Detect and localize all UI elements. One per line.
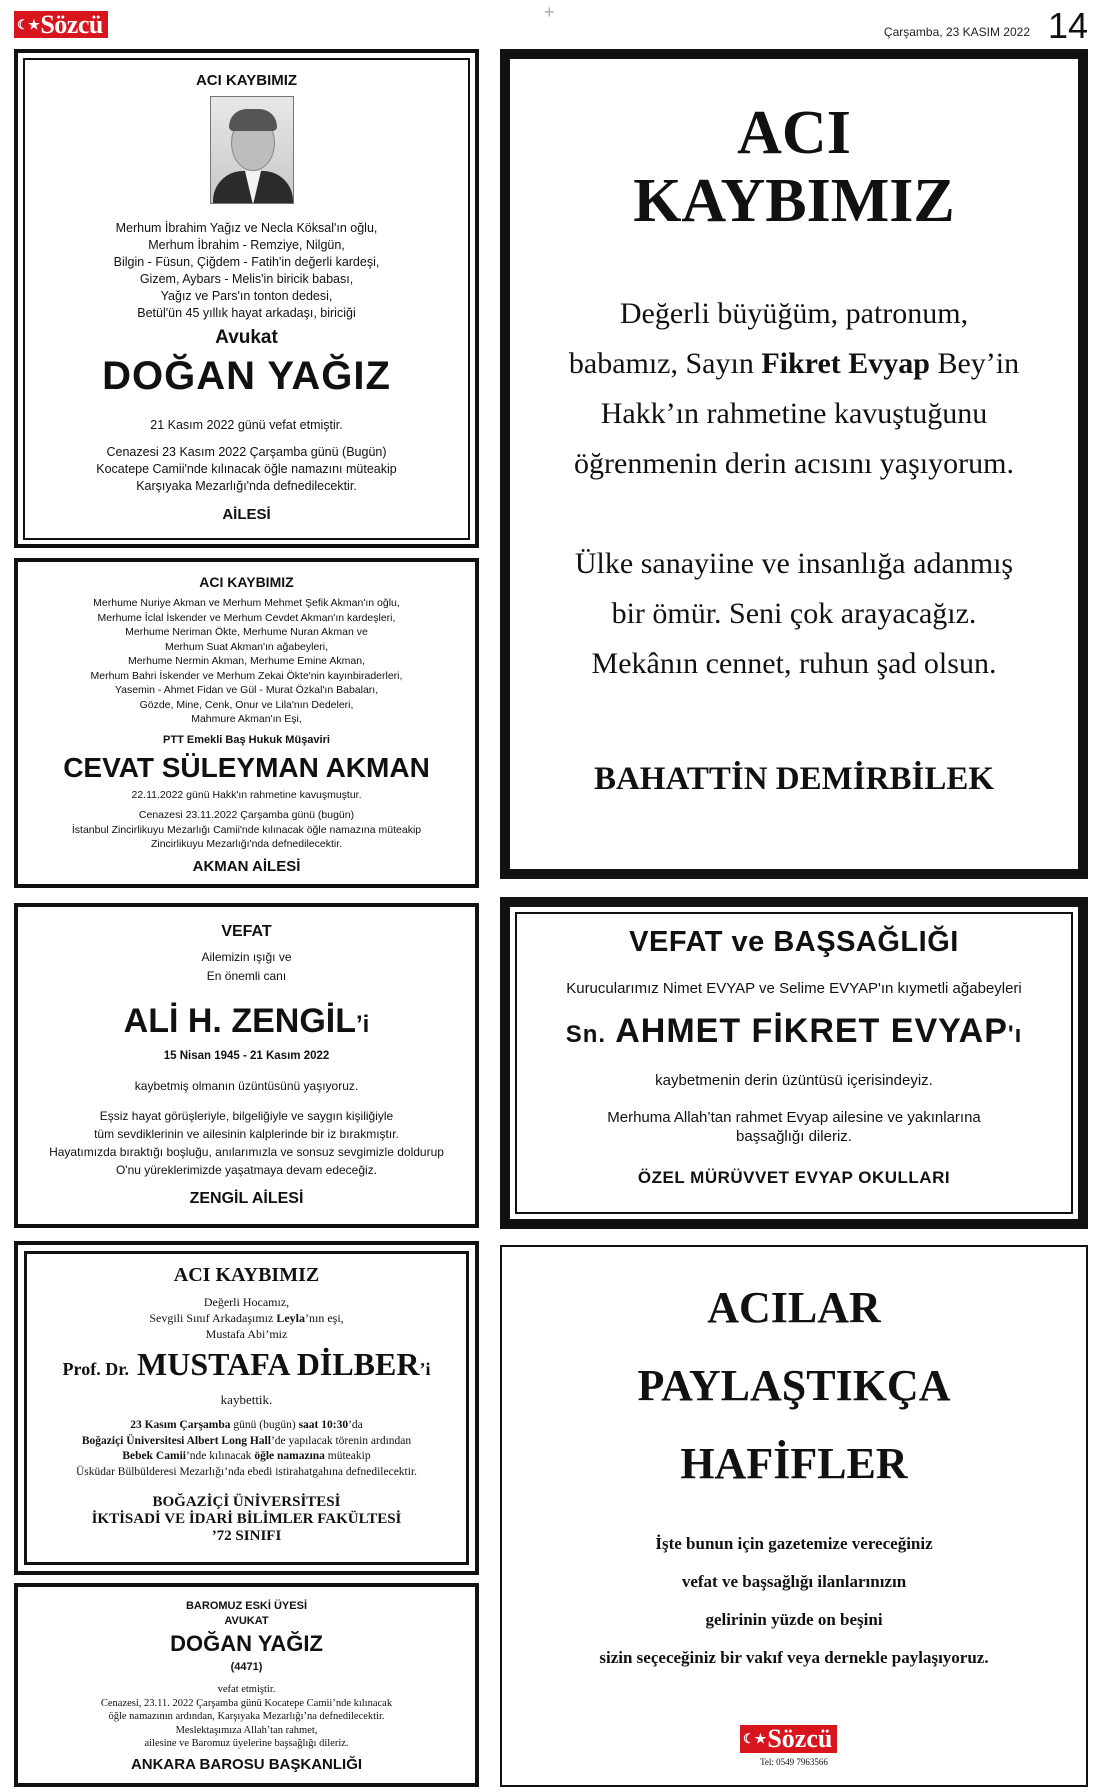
body-line: Merhum İbrahim - Remziye, Nilgün,: [148, 238, 345, 252]
notice-signature: AKMAN AİLESİ: [192, 858, 301, 875]
contact-phone: Tel: 0549 7963566: [760, 1757, 828, 1767]
funeral-part: öğle namazına: [254, 1450, 325, 1462]
body-line: kaybetmenin derin üzüntüsü içerisindeyiz.: [655, 1072, 933, 1089]
obituary-fikret-evyap-demirbilek: [500, 49, 1088, 879]
body-line: Merhum Bahri İskender ve Merhum Zekai Ökte'nin kayınbiraderleri,: [90, 669, 403, 682]
notice-signature: AİLESİ: [222, 506, 271, 523]
notice-signature: ÖZEL MÜRÜVVET EVYAP OKULLARI: [637, 1168, 951, 1187]
funeral-line: [27, 1449, 466, 1465]
heading-line: ACI: [737, 99, 851, 167]
body-line: Merhum Suat Akman'ın ağabeyleri,: [164, 640, 329, 653]
funeral-part: müteakip: [324, 1450, 371, 1462]
body-line: vefat ve başsağlığı ilanlarınızın: [681, 1572, 907, 1591]
deceased-name: DOĞAN YAĞIZ: [170, 1631, 323, 1656]
signature-line: ’72 SINIFI: [211, 1528, 282, 1544]
message-line: [510, 339, 1078, 389]
body-line: Merhume Nermin Akman, Merhume Emine Akman,: [128, 655, 365, 667]
notice-signature: ZENGİL AİLESİ: [189, 1190, 304, 1207]
notice-title: Avukat: [215, 327, 278, 348]
deceased-name: [517, 1012, 1071, 1051]
logo-text: Sözcü: [40, 10, 103, 39]
funeral-part: 23 Kasım Çarşamba: [130, 1419, 231, 1431]
intro-text: [18, 948, 475, 986]
crescent-icon: ☾★: [17, 17, 40, 32]
message-paragraph-1: [510, 289, 1078, 489]
notice-heading: ACI KAYBIMIZ: [173, 1264, 320, 1286]
body-line: vefat etmiştir.: [217, 1684, 276, 1695]
inner-frame: [515, 912, 1073, 1214]
intro-part: ’nın eşi,: [305, 1311, 344, 1325]
heading-line: BAROMUZ ESKİ ÜYESİ: [185, 1600, 307, 1612]
condolence-ahmet-fikret-evyap: [500, 897, 1088, 1229]
body-line: öğle namazının ardından, Karşıyaka Mezarlığı’na defnedilecektir.: [108, 1711, 385, 1722]
sozcu-logo[interactable]: [14, 11, 108, 38]
logo-text: Sözcü: [767, 1724, 833, 1753]
deceased-name: DOĞAN YAĞIZ: [102, 354, 391, 398]
intro-line: Kurucularımız Nimet EVYAP ve Selime EVYAP'ın kıymetli ağabeyleri: [566, 980, 1022, 997]
notice-signature: BAHATTİN DEMİRBİLEK: [593, 761, 995, 797]
funeral-line: Kocatepe Camii'nde kılınacak öğle namazını müteakip: [96, 462, 397, 476]
intro-line: [27, 1310, 466, 1326]
bar-number: (4471): [230, 1661, 263, 1673]
body-line: Yasemin - Ahmet Fidan ve Gül - Murat Özkal'ın Babaları,: [114, 684, 379, 696]
name-title: Prof. Dr.: [62, 1359, 130, 1379]
notice-signature: ANKARA BAROSU BAŞKANLIĞI: [130, 1756, 363, 1773]
notice-body: [517, 1108, 1071, 1146]
body-line: İşte bunun için gazetemize vereceğiniz: [655, 1534, 933, 1553]
notice-heading: [510, 99, 1078, 235]
notice-heading: ACI KAYBIMIZ: [195, 72, 298, 89]
obituary-mustafa-dilber: [14, 1241, 479, 1575]
life-dates: 15 Nisan 1945 - 21 Kasım 2022: [163, 1050, 330, 1062]
obituary-cevat-suleyman-akman: [14, 558, 479, 888]
funeral-part: Boğaziçi Üniversitesi Albert Long Hall: [81, 1434, 271, 1447]
funeral-part: Bebek Camii: [122, 1450, 186, 1462]
body-line: kaybetmiş olmanın üzüntüsünü yaşıyoruz.: [134, 1079, 359, 1093]
intro-line: En önemli canı: [206, 969, 287, 983]
body-line: O'nu yüreklerimizde yaşatmaya devam edeceğiz.: [115, 1163, 378, 1177]
funeral-part: saat 10:30: [298, 1419, 349, 1431]
intro-text: [27, 1294, 466, 1342]
page-header: [0, 0, 1100, 50]
sozcu-advertisement: [500, 1245, 1088, 1787]
obituary-ankara-barosu: [14, 1583, 479, 1787]
portrait-photo: [210, 96, 294, 204]
funeral-line: Cenazesi 23 Kasım 2022 Çarşamba günü (Bugün): [106, 445, 387, 459]
intro-line: Mustafa Abi’miz: [205, 1327, 288, 1341]
page-number: 14: [1047, 5, 1088, 46]
death-date: 22.11.2022 günü Hakk'ın rahmetine kavuşmuştur.: [131, 789, 362, 801]
notice-body: [25, 220, 468, 322]
name-suffix: ’i: [419, 1359, 431, 1379]
funeral-part: günü (bugün): [230, 1419, 299, 1431]
message-line: öğrenmenin derin acısını yaşıyorum.: [574, 447, 1014, 480]
funeral-info: [27, 1418, 466, 1480]
body-line: Merhuma Allah’tan rahmet Evyap ailesine ve yakınlarına: [607, 1109, 981, 1126]
body-line: sizin seçeceğiniz bir vakıf veya dernekle paylaşıyoruz.: [599, 1648, 989, 1667]
body-line: Gizem, Aybars - Melis'in biricik babası,: [139, 272, 354, 286]
notice-heading: VEFAT ve BAŞSAĞLIĞI: [629, 926, 959, 958]
inner-frame: [24, 1251, 469, 1565]
body-line: Eşsiz hayat görüşleriyle, bilgeliğiyle ve saygın kişiliğiyle: [99, 1109, 394, 1123]
heading-line: PAYLAŞTIKÇA: [637, 1361, 951, 1410]
funeral-line: İstanbul Zincirlikuyu Mezarlığı Camii'nde kılınacak öğle namazına müteakip: [71, 823, 422, 836]
funeral-info: [18, 808, 475, 852]
heading-line: HAFİFLER: [680, 1439, 908, 1488]
deceased-name: CEVAT SÜLEYMAN AKMAN: [63, 752, 430, 783]
funeral-part: ’da: [348, 1419, 363, 1431]
body-line: Bilgin - Füsun, Çiğdem - Fatih'in değerli kardeşi,: [113, 255, 380, 269]
obituary-ali-zengil: [14, 903, 479, 1228]
body-line: Hayatımızda bıraktığı boşluğu, anılarımızla ve sonsuz sevgimizle doldurup: [49, 1145, 444, 1159]
message-paragraph-2: [510, 539, 1078, 689]
notice-body: [18, 1683, 475, 1751]
signature-line: BOĞAZİÇİ ÜNİVERSİTESİ: [152, 1494, 341, 1510]
funeral-line: Üsküdar Bülbülderesi Mezarlığı’nda ebedi istirahatgahına defnedilecektir.: [75, 1465, 418, 1478]
body-line: Cenazesi, 23.11. 2022 Çarşamba günü Kocatepe Camii’nde kılınacak: [100, 1697, 393, 1709]
message-part: Bey’in: [929, 347, 1020, 380]
body-line: Merhum İbrahim Yağız ve Necla Köksal'ın oğlu,: [115, 221, 378, 235]
issue-date: Çarşamba, 23 KASIM 2022: [883, 25, 1030, 39]
funeral-part: ’de yapılacak törenin ardından: [270, 1434, 412, 1447]
inner-frame: [23, 58, 470, 540]
body-line: Merhume Nuriye Akman ve Merhum Mehmet Şefik Akman'ın oğlu,: [93, 597, 400, 609]
name-text: AHMET FİKRET EVYAP: [615, 1012, 1008, 1050]
message-line: Hakk’ın rahmetine kavuştuğunu: [600, 397, 988, 430]
intro-line: Değerli Hocamız,: [203, 1295, 290, 1309]
notice-signature: [27, 1494, 466, 1545]
obituary-dogan-yagiz-family: [14, 49, 479, 548]
funeral-line: [27, 1434, 466, 1450]
message-line: Ülke sanayiine ve insanlığa adanmış: [574, 547, 1014, 580]
notice-heading: ACI KAYBIMIZ: [199, 574, 294, 590]
notice-title: PTT Emekli Baş Hukuk Müşaviri: [163, 734, 330, 746]
funeral-part: ’nde kılınacak: [185, 1450, 255, 1462]
notice-body: [18, 1107, 475, 1179]
registration-mark: +: [544, 2, 555, 22]
body-line: Meslektaşımıza Allah’tan rahmet,: [175, 1724, 318, 1736]
intro-part: Leyla: [276, 1311, 305, 1325]
name-suffix: ’i: [355, 1011, 370, 1038]
deceased-name: [18, 1002, 475, 1041]
ad-heading: [502, 1269, 1086, 1503]
intro-line: Ailemizin ışığı ve: [201, 950, 292, 964]
heading-line: AVUKAT: [224, 1615, 269, 1627]
body-line: başsağlığı dileriz.: [736, 1128, 852, 1145]
lost-text: kaybettik.: [220, 1392, 273, 1407]
death-date: 21 Kasım 2022 günü vefat etmiştir.: [150, 418, 343, 432]
body-line: ailesine ve Baromuz üyelerine başsağlığı dileriz.: [144, 1738, 349, 1749]
name-prefix: Sn.: [565, 1021, 607, 1048]
heading-line: KAYBIMIZ: [633, 167, 955, 235]
ad-body: [502, 1525, 1086, 1677]
body-line: Merhume Neriman Ökte, Merhume Nuran Akman ve: [125, 626, 368, 638]
heading-line: ACILAR: [707, 1283, 881, 1332]
crescent-icon: ☾★: [743, 1731, 767, 1746]
body-line: Yağız ve Pars'ın tonton dedesi,: [160, 289, 333, 303]
message-line: Mekânın cennet, ruhun şad olsun.: [591, 647, 997, 680]
name-suffix: 'ı: [1007, 1021, 1023, 1048]
body-line: Merhume İclal İskender ve Merhum Cevdet Akman'ın kardeşleri,: [97, 611, 396, 624]
message-line: bir ömür. Seni çok arayacağız.: [611, 597, 977, 630]
sozcu-logo[interactable]: [740, 1725, 837, 1753]
name-text: MUSTAFA DİLBER: [137, 1346, 420, 1382]
notice-heading: [18, 1599, 475, 1629]
funeral-line: Zincirlikuyu Mezarlığı'nda defnedilecektir.: [150, 838, 343, 850]
deceased-name: [27, 1346, 466, 1383]
name-text: ALİ H. ZENGİL: [123, 1002, 356, 1040]
body-line: Betül'ün 45 yıllık hayat arkadaşı, biriciği: [137, 306, 356, 320]
funeral-line: Cenazesi 23.11.2022 Çarşamba günü (bugün): [138, 809, 355, 821]
funeral-line: [27, 1418, 466, 1434]
message-part: babamız, Sayın: [568, 347, 762, 380]
funeral-line: Karşıyaka Mezarlığı'nda defnedilecektir.: [136, 479, 357, 493]
notice-body: [18, 596, 475, 727]
message-part: Fikret Evyap: [761, 347, 930, 380]
message-line: Değerli büyüğüm, patronum,: [619, 297, 969, 330]
body-line: tüm sevdiklerinin ve ailesinin kalplerinde bir iz bırakmıştır.: [94, 1127, 399, 1141]
body-line: Mahmure Akman'ın Eşi,: [191, 713, 302, 725]
signature-line: İKTİSADİ VE İDARİ BİLİMLER FAKÜLTESİ: [91, 1511, 402, 1527]
body-line: gelirinin yüzde on beşini: [705, 1610, 883, 1629]
body-line: Gözde, Mine, Cenk, Onur ve Lila'nın Dedeleri,: [139, 698, 354, 711]
intro-part: Sevgili Sınıf Arkadaşımız: [149, 1311, 277, 1325]
funeral-info: [25, 444, 468, 495]
notice-heading: VEFAT: [221, 923, 272, 940]
